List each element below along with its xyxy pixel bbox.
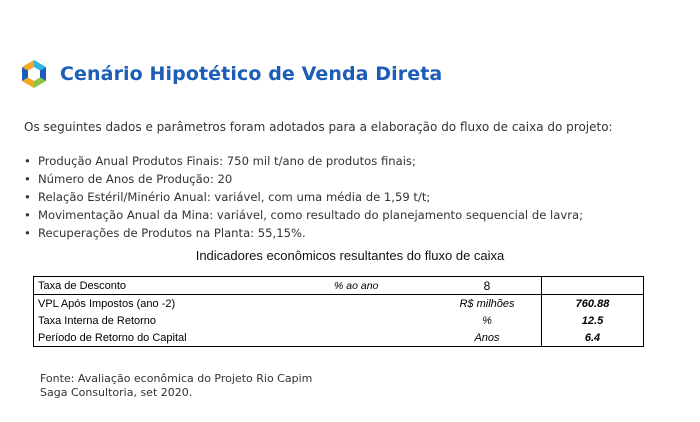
indicators-table [33,276,644,347]
parameter-list [24,152,583,242]
page-title: Cenário Hipotético de Venda Direta [60,63,443,85]
table-row [34,295,644,313]
table-row [34,312,644,329]
source-line-1: Fonte: Avaliação econômica do Projeto Rio Capim [40,372,313,385]
row-unit: R$ milhões [459,297,515,310]
row-value: 12.5 [542,312,644,329]
discount-empty-cell [542,277,644,295]
table-row [34,329,644,347]
table-row [34,277,644,295]
discount-value: 8 [433,277,542,295]
discount-unit: % ao ano [330,277,433,295]
intro-text: Os seguintes dados e parâmetros foram adotados para a elaboração do fluxo de caixa do projeto: [24,120,613,134]
source-note [40,372,312,400]
list-item: • Número de Anos de Produção: 20 [24,172,233,186]
source-line-2: Saga Consultoria, set 2020. [40,386,193,399]
list-item: • Relação Estéril/Minério Anual: variável, com uma média de 1,59 t/t; [24,190,431,204]
row-unit: % [482,314,492,327]
header [18,58,442,90]
row-label: VPL Após Impostos (ano -2) [34,295,331,313]
list-item: • Recuperações de Produtos na Planta: 55,15%. [24,226,306,240]
list-item: • Produção Anual Produtos Finais: 750 mil t/ano de produtos finais; [24,154,416,168]
row-value: 760.88 [542,295,644,313]
table-title: Indicadores econômicos resultantes do fluxo de caixa [195,248,505,263]
discount-label: Taxa de Desconto [34,277,331,295]
row-label: Período de Retorno do Capital [34,329,331,347]
row-value: 6.4 [542,329,644,347]
row-unit: Anos [433,329,542,347]
row-label: Taxa Interna de Retorno [34,312,331,329]
list-item: • Movimentação Anual da Mina: variável, como resultado do planejamento sequencial de lavra; [24,208,583,222]
company-logo-icon [18,58,50,90]
